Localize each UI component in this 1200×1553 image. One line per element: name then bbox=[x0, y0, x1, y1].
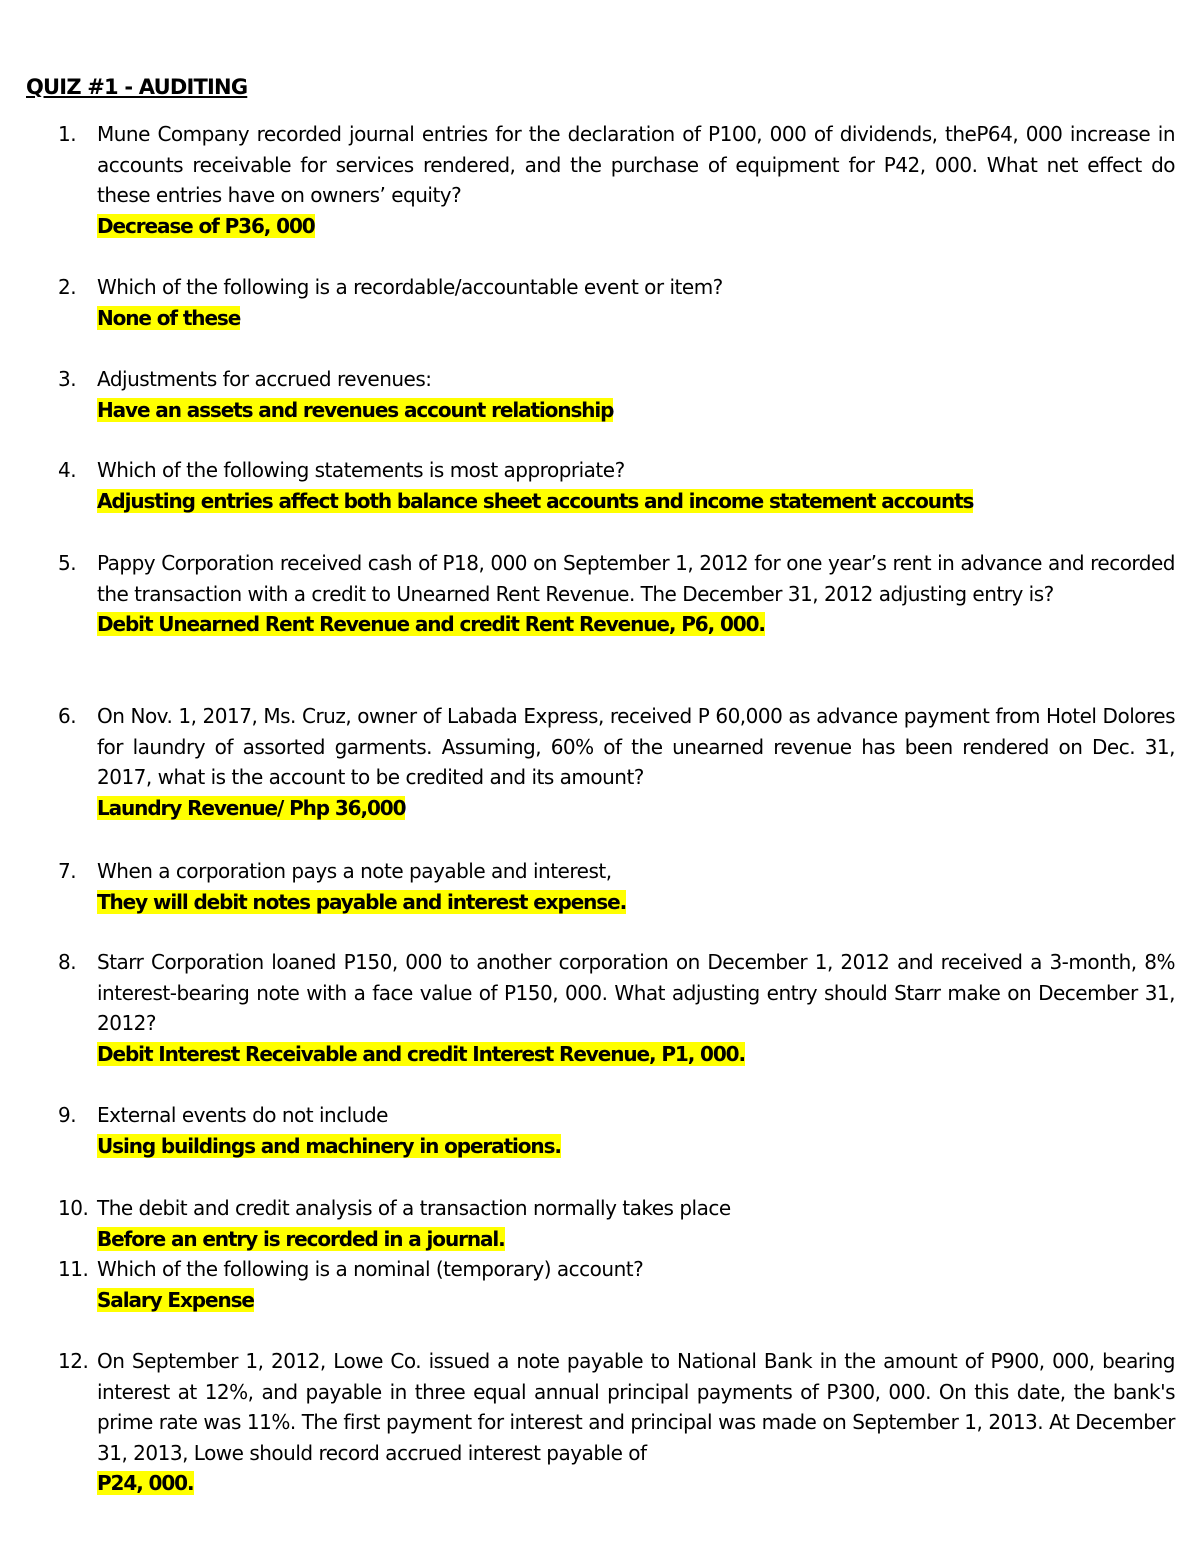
question-6 bbox=[58, 701, 1175, 823]
question-text: On September 1, 2012, Lowe Co. issued a note payable to National Bank in the amount of P900, 000, bearing interest at 12%, and payable in three equal annual principal payments of P300, 000. On this date, the bank's prime rate was 11%. The first payment for interest and principal was made on September 1, 2013. At December 31, 2013, Lowe should record accrued interest payable of bbox=[97, 1349, 1175, 1465]
question-number: 4. bbox=[58, 458, 77, 482]
answer-highlight: None of these bbox=[97, 305, 241, 330]
question-number: 9. bbox=[58, 1103, 77, 1127]
question-number: 7. bbox=[58, 859, 77, 883]
question-number: 11. bbox=[58, 1257, 89, 1281]
quiz-title: QUIZ #1 - AUDITING bbox=[26, 75, 248, 99]
question-number: 3. bbox=[58, 367, 77, 391]
answer-highlight: Adjusting entries affect both balance sheet accounts and income statement accounts bbox=[97, 488, 974, 513]
question-text: The debit and credit analysis of a transaction normally takes place bbox=[97, 1196, 731, 1220]
question-number: 8. bbox=[58, 950, 77, 974]
question-text: External events do not include bbox=[97, 1103, 388, 1127]
question-text: Pappy Corporation received cash of P18, 000 on September 1, 2012 for one year’s rent in advance and recorded the transaction with a credit to Unearned Rent Revenue. The December 31, 2012 adjusting entry is? bbox=[97, 551, 1175, 606]
answer-highlight: Using buildings and machinery in operations. bbox=[97, 1133, 561, 1158]
question-2 bbox=[58, 272, 1175, 333]
answer-highlight: Before an entry is recorded in a journal. bbox=[97, 1226, 505, 1251]
question-number: 1. bbox=[58, 122, 77, 146]
answer-highlight: Salary Expense bbox=[97, 1287, 254, 1312]
question-text: Which of the following is a nominal (temporary) account? bbox=[97, 1257, 644, 1281]
answer-highlight: They will debit notes payable and interest expense. bbox=[97, 889, 627, 914]
question-number: 6. bbox=[58, 704, 77, 728]
question-3 bbox=[58, 364, 1175, 425]
question-text: Which of the following is a recordable/accountable event or item? bbox=[97, 275, 723, 299]
question-5 bbox=[58, 548, 1175, 640]
answer-highlight: Debit Interest Receivable and credit Interest Revenue, P1, 000. bbox=[97, 1041, 745, 1066]
answer-highlight: Decrease of P36, 000 bbox=[97, 213, 315, 238]
question-1 bbox=[58, 119, 1175, 241]
answer-highlight: Laundry Revenue/ Php 36,000 bbox=[97, 795, 406, 820]
question-text: When a corporation pays a note payable and interest, bbox=[97, 859, 612, 883]
question-text: Which of the following statements is most appropriate? bbox=[97, 458, 625, 482]
question-number: 10. bbox=[58, 1196, 89, 1220]
question-8 bbox=[58, 947, 1175, 1069]
question-12 bbox=[58, 1346, 1175, 1499]
question-text: On Nov. 1, 2017, Ms. Cruz, owner of Labada Express, received P 60,000 as advance payment from Hotel Dolores for laundry of assorted garments. Assuming, 60% of the unearned revenue has been rendered on Dec. 31, 2017, what is the account to be credited and its amount? bbox=[97, 704, 1175, 789]
answer-highlight: Debit Unearned Rent Revenue and credit Rent Revenue, P6, 000. bbox=[97, 612, 765, 636]
answer-highlight: Have an assets and revenues account relationship bbox=[97, 397, 614, 422]
question-10 bbox=[58, 1193, 1175, 1254]
question-text: Starr Corporation loaned P150, 000 to another corporation on December 1, 2012 and received a 3-month, 8% interest-bearing note with a face value of P150, 000. What adjusting entry should Starr make on December 31, 2012? bbox=[97, 950, 1175, 1035]
question-4 bbox=[58, 455, 1175, 516]
question-text: Adjustments for accrued revenues: bbox=[97, 367, 432, 391]
question-number: 5. bbox=[58, 551, 77, 575]
question-11 bbox=[58, 1254, 1175, 1315]
question-7 bbox=[58, 856, 1175, 917]
question-number: 2. bbox=[58, 275, 77, 299]
answer-highlight: P24, 000. bbox=[97, 1471, 194, 1495]
question-number: 12. bbox=[58, 1349, 89, 1373]
question-9 bbox=[58, 1100, 1175, 1161]
question-text: Mune Company recorded journal entries for the declaration of P100, 000 of dividends, theP64, 000 increase in accounts receivable for services rendered, and the purchase of equipment for P42, 000. What net effect do these entries have on owners’ equity? bbox=[97, 122, 1175, 207]
